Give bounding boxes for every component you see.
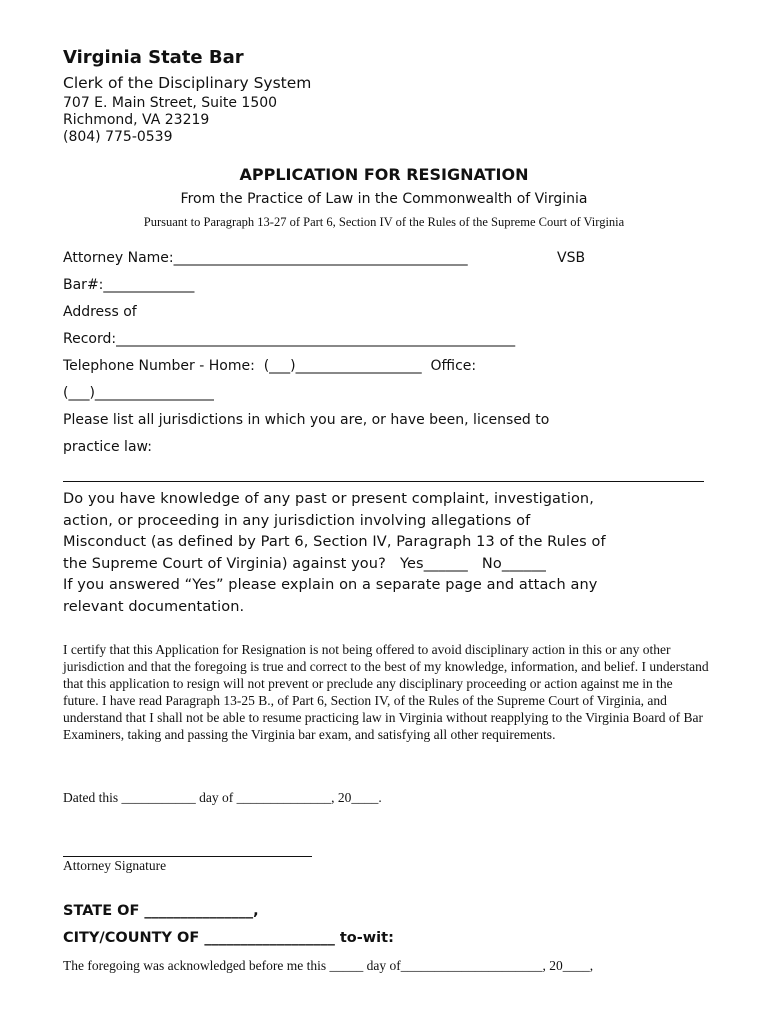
question-line-1: Do you have knowledge of any past or present complaint, investigation, xyxy=(63,491,594,507)
city-state-zip: Richmond, VA 23219 xyxy=(63,112,210,128)
dated-line[interactable]: Dated this ___________ day of ______________, 20____. xyxy=(63,790,382,805)
bar-number-field[interactable]: Bar#:_____________ xyxy=(63,277,195,293)
state-of-field[interactable]: STATE OF _______________, xyxy=(63,903,259,919)
phone-number: (804) 775-0539 xyxy=(63,129,173,145)
telephone-field[interactable]: Telephone Number - Home: (___)__________________ Office: xyxy=(63,358,477,374)
question-line-6: relevant documentation. xyxy=(63,599,245,615)
street-address: 707 E. Main Street, Suite 1500 xyxy=(63,95,278,111)
city-county-field[interactable]: CITY/COUNTY OF __________________ to-wit: xyxy=(63,930,394,946)
office-phone-field[interactable]: (___)_________________ xyxy=(63,385,214,401)
vsb-label: VSB xyxy=(557,250,586,266)
question-line-5: If you answered “Yes” please explain on a separate page and attach any xyxy=(63,577,598,593)
jurisdictions-answer-line[interactable] xyxy=(63,481,704,482)
question-line-4[interactable]: the Supreme Court of Virginia) against you? Yes______ No______ xyxy=(63,556,546,572)
address-label: Address of xyxy=(63,304,137,320)
acknowledged-line[interactable]: The foregoing was acknowledged before me this _____ day of_____________________, 20____, xyxy=(63,958,594,973)
question-line-3: Misconduct (as defined by Part 6, Section IV, Paragraph 13 of the Rules of xyxy=(63,534,606,550)
form-citation: Pursuant to Paragraph 13-27 of Part 6, Section IV of the Rules of the Supreme Court of Virginia xyxy=(143,215,625,229)
organization-title: Virginia State Bar xyxy=(63,47,244,68)
form-subtitle: From the Practice of Law in the Commonwealth of Virginia xyxy=(180,191,588,207)
signature-line[interactable] xyxy=(63,856,312,857)
jurisdictions-prompt: Please list all jurisdictions in which you are, or have been, licensed to xyxy=(63,412,550,428)
address-of-record-field[interactable]: Record:_________________________________________________________ xyxy=(63,331,516,347)
signature-label: Attorney Signature xyxy=(63,858,167,873)
jurisdictions-prompt-cont: practice law: xyxy=(63,439,152,455)
department-name: Clerk of the Disciplinary System xyxy=(63,74,312,92)
form-title: APPLICATION FOR RESIGNATION xyxy=(239,165,529,184)
attorney-name-field[interactable]: Attorney Name:__________________________________________ xyxy=(63,250,468,266)
question-line-2: action, or proceeding in any jurisdiction involving allegations of xyxy=(63,513,531,529)
certification-paragraph: I certify that this Application for Resignation is not being offered to avoid disciplinary action in this or any other jurisdiction and that the foregoing is true and correct to the best of my knowledge, information, and belief. I understand that this application to resign will not prevent or preclude any disciplinary proceeding or action against me in the future. I have read Paragraph 13-25 B., of Part 6, Section IV, of the Rules of the Supreme Court of Virginia, and understand that I shall not be able to resume practicing law in Virginia without reapplying to the Virginia Board of Bar Examiners, taking and passing the Virginia bar exam, and satisfying all other requirements. xyxy=(63,642,709,742)
